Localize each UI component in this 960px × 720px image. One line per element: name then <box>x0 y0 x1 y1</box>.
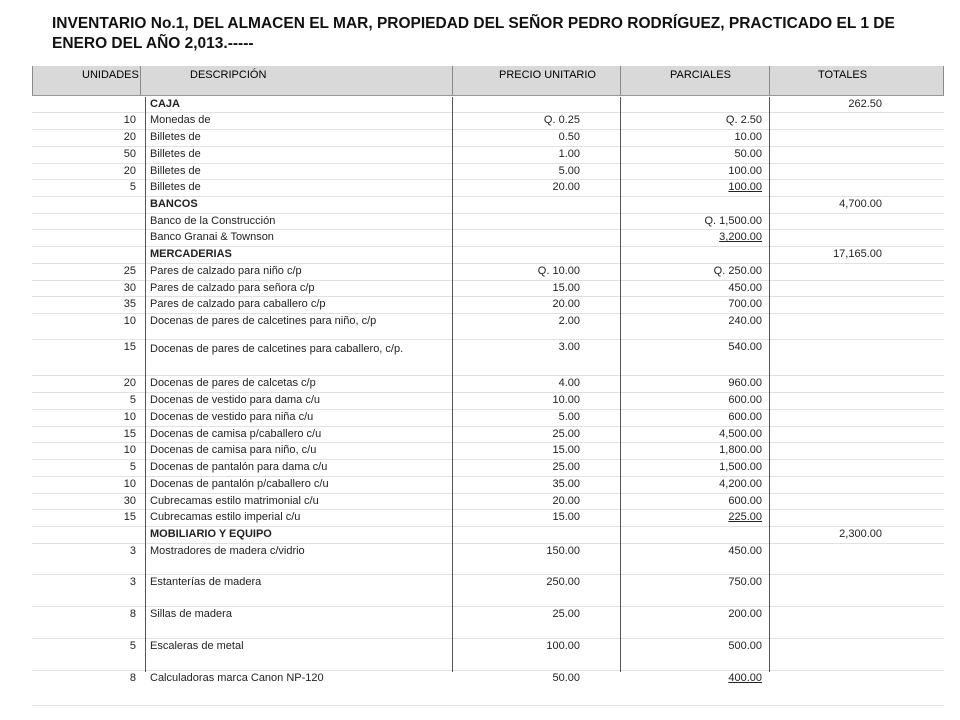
cell-totales: 262.50 <box>848 98 882 110</box>
cell-unidades <box>32 214 136 229</box>
cell-totales <box>772 214 882 229</box>
cell-totales <box>772 164 882 179</box>
table-row <box>32 281 944 297</box>
cell-parciales: 100.00 <box>728 165 762 177</box>
cell-parciales: 4,200.00 <box>719 478 762 490</box>
cell-descripcion: Calculadoras marca Canon NP-120 <box>150 672 324 684</box>
cell-totales <box>772 671 882 686</box>
cell-parciales <box>622 527 762 542</box>
table-row <box>32 164 944 180</box>
cell-totales <box>772 607 882 622</box>
cell-totales <box>772 113 882 128</box>
table-row <box>32 671 944 706</box>
cell-descripcion: Sillas de madera <box>150 608 232 620</box>
cell-totales <box>772 340 882 355</box>
cell-precio: 25.00 <box>552 461 580 473</box>
cell-unidades: 10 <box>123 411 136 423</box>
table-row <box>32 147 944 164</box>
cell-unidades: 5 <box>129 181 136 193</box>
header-divider <box>943 66 944 95</box>
cell-totales <box>772 410 882 425</box>
cell-parciales: Q. 250.00 <box>713 265 762 277</box>
table-row <box>32 214 944 230</box>
table-row <box>32 393 944 410</box>
table-row <box>32 575 944 607</box>
header-totales: TOTALES <box>818 69 868 81</box>
column-divider <box>620 97 621 672</box>
cell-totales <box>772 130 882 145</box>
cell-precio: 15.00 <box>552 511 580 523</box>
cell-totales <box>772 443 882 458</box>
cell-parciales: 450.00 <box>728 545 762 557</box>
cell-precio: 20.00 <box>552 298 580 310</box>
cell-precio: 50.00 <box>552 672 580 684</box>
cell-precio: 15.00 <box>552 444 580 456</box>
table-row <box>32 607 944 639</box>
cell-precio: 0.50 <box>558 131 580 143</box>
cell-precio <box>452 527 580 542</box>
cell-unidades: 8 <box>129 608 136 620</box>
cell-unidades <box>32 230 136 245</box>
cell-unidades: 20 <box>123 131 136 143</box>
cell-descripcion: Cubrecamas estilo matrimonial c/u <box>150 495 319 507</box>
cell-precio: Q. 10.00 <box>537 265 580 277</box>
cell-totales: 2,300.00 <box>839 528 882 540</box>
cell-descripcion: MOBILIARIO Y EQUIPO <box>150 528 272 540</box>
cell-descripcion: Docenas de pares de calcetines para caballero, c/p. <box>150 343 404 355</box>
cell-descripcion: Docenas de pantalón p/caballero c/u <box>150 478 329 490</box>
inventory-table <box>32 66 944 706</box>
cell-parciales: 200.00 <box>728 608 762 620</box>
header-divider <box>32 66 33 95</box>
section-row <box>32 527 944 544</box>
cell-descripcion: MERCADERIAS <box>150 248 232 260</box>
cell-parciales: Q. 1,500.00 <box>704 215 762 227</box>
cell-parciales: 225.00 <box>728 511 762 523</box>
cell-descripcion: BANCOS <box>150 198 198 210</box>
cell-precio: 10.00 <box>552 394 580 406</box>
cell-precio: 100.00 <box>546 640 580 652</box>
table-row <box>32 639 944 671</box>
header-divider <box>140 66 141 95</box>
cell-unidades: 8 <box>129 672 136 684</box>
cell-descripcion: Banco de la Construcción <box>150 215 276 227</box>
table-row <box>32 297 944 314</box>
cell-unidades: 5 <box>129 640 136 652</box>
table-header <box>32 66 944 96</box>
cell-parciales: 400.00 <box>728 672 762 684</box>
cell-totales <box>772 575 882 590</box>
cell-descripcion: Docenas de pares de calcetas c/p <box>150 377 316 389</box>
cell-descripcion: Docenas de pantalón para dama c/u <box>150 461 328 473</box>
cell-unidades: 35 <box>123 298 136 310</box>
table-row <box>32 510 944 527</box>
header-precio-unitario: PRECIO UNITARIO <box>499 69 596 81</box>
cell-parciales: 10.00 <box>734 131 762 143</box>
cell-parciales: 4,500.00 <box>719 428 762 440</box>
header-divider <box>452 66 453 95</box>
cell-parciales: 3,200.00 <box>719 231 762 243</box>
cell-totales <box>772 264 882 279</box>
cell-descripcion: Docenas de camisa para niño, c/u <box>150 444 317 456</box>
cell-totales <box>772 427 882 442</box>
section-row <box>32 197 944 214</box>
cell-precio: 25.00 <box>552 608 580 620</box>
cell-precio: 5.00 <box>558 165 580 177</box>
section-row <box>32 97 944 113</box>
column-divider <box>769 97 770 672</box>
cell-unidades: 3 <box>129 576 136 588</box>
cell-parciales: 50.00 <box>734 148 762 160</box>
cell-parciales <box>622 247 762 262</box>
cell-unidades: 10 <box>123 444 136 456</box>
row-divider <box>32 705 944 706</box>
table-row <box>32 230 944 247</box>
cell-parciales: 240.00 <box>728 315 762 327</box>
cell-descripcion: Billetes de <box>150 148 201 160</box>
cell-totales <box>772 376 882 391</box>
header-descripcion: DESCRIPCIÓN <box>190 69 267 81</box>
cell-unidades: 10 <box>123 114 136 126</box>
cell-totales <box>772 544 882 559</box>
cell-precio: 25.00 <box>552 428 580 440</box>
table-row <box>32 264 944 281</box>
table-row <box>32 427 944 443</box>
cell-precio <box>452 197 580 212</box>
cell-unidades: 10 <box>123 315 136 327</box>
cell-parciales: 600.00 <box>728 411 762 423</box>
cell-descripcion: CAJA <box>150 98 180 110</box>
cell-precio: 3.00 <box>558 341 580 353</box>
cell-descripcion: Escaleras de metal <box>150 640 244 652</box>
table-row <box>32 130 944 147</box>
cell-precio: 4.00 <box>558 377 580 389</box>
cell-unidades: 25 <box>123 265 136 277</box>
cell-descripcion: Billetes de <box>150 181 201 193</box>
table-row <box>32 410 944 427</box>
column-divider <box>145 97 146 672</box>
cell-unidades: 15 <box>123 341 136 353</box>
cell-unidades: 30 <box>123 282 136 294</box>
cell-parciales: 1,500.00 <box>719 461 762 473</box>
header-unidades: UNIDADES <box>82 69 139 81</box>
cell-descripcion: Docenas de vestido para dama c/u <box>150 394 320 406</box>
cell-precio: 150.00 <box>546 545 580 557</box>
cell-unidades: 5 <box>129 394 136 406</box>
cell-totales <box>772 314 882 329</box>
cell-precio: 20.00 <box>552 495 580 507</box>
cell-descripcion: Billetes de <box>150 131 201 143</box>
cell-unidades: 10 <box>123 478 136 490</box>
cell-parciales: 700.00 <box>728 298 762 310</box>
cell-unidades: 15 <box>123 511 136 523</box>
cell-parciales: 500.00 <box>728 640 762 652</box>
table-row <box>32 314 944 340</box>
cell-descripcion: Billetes de <box>150 165 201 177</box>
cell-unidades: 15 <box>123 428 136 440</box>
section-row <box>32 247 944 264</box>
cell-descripcion: Pares de calzado para señora c/p <box>150 282 315 294</box>
table-row <box>32 477 944 494</box>
table-row <box>32 180 944 197</box>
cell-parciales: 1,800.00 <box>719 444 762 456</box>
cell-unidades: 20 <box>123 377 136 389</box>
cell-parciales: 960.00 <box>728 377 762 389</box>
table-row <box>32 494 944 510</box>
cell-totales <box>772 147 882 162</box>
cell-precio <box>452 230 580 245</box>
table-row <box>32 443 944 460</box>
cell-parciales: 750.00 <box>728 576 762 588</box>
cell-totales: 4,700.00 <box>839 198 882 210</box>
cell-totales <box>772 281 882 296</box>
cell-precio: 20.00 <box>552 181 580 193</box>
header-parciales: PARCIALES <box>670 69 731 81</box>
cell-totales <box>772 460 882 475</box>
cell-precio: 1.00 <box>558 148 580 160</box>
cell-precio: 15.00 <box>552 282 580 294</box>
cell-totales <box>772 297 882 312</box>
header-divider <box>620 66 621 95</box>
cell-precio <box>452 97 580 112</box>
cell-precio <box>452 247 580 262</box>
table-row <box>32 460 944 477</box>
header-divider <box>769 66 770 95</box>
cell-parciales <box>622 97 762 112</box>
cell-totales <box>772 494 882 509</box>
cell-precio: 2.00 <box>558 315 580 327</box>
cell-precio: 250.00 <box>546 576 580 588</box>
cell-unidades <box>32 527 136 542</box>
cell-parciales: 600.00 <box>728 394 762 406</box>
cell-descripcion: Mostradores de madera c/vidrio <box>150 545 305 557</box>
cell-precio: 5.00 <box>558 411 580 423</box>
cell-descripcion: Cubrecamas estilo imperial c/u <box>150 511 301 523</box>
cell-parciales <box>622 197 762 212</box>
column-divider <box>452 97 453 672</box>
cell-descripcion: Docenas de camisa p/caballero c/u <box>150 428 322 440</box>
cell-unidades <box>32 247 136 262</box>
cell-descripcion: Banco Granai & Townson <box>150 231 274 243</box>
cell-unidades: 3 <box>129 545 136 557</box>
cell-unidades <box>32 197 136 212</box>
cell-parciales: 540.00 <box>728 341 762 353</box>
cell-descripcion: Pares de calzado para caballero c/p <box>150 298 326 310</box>
cell-totales <box>772 510 882 525</box>
table-row <box>32 544 944 575</box>
cell-parciales: Q. 2.50 <box>725 114 762 126</box>
cell-descripcion: Docenas de vestido para niña c/u <box>150 411 314 423</box>
cell-unidades <box>32 97 136 112</box>
cell-parciales: 100.00 <box>728 181 762 193</box>
table-row <box>32 113 944 130</box>
cell-totales <box>772 230 882 245</box>
cell-totales <box>772 393 882 408</box>
cell-totales <box>772 477 882 492</box>
cell-descripcion: Docenas de pares de calcetines para niño, c/p <box>150 315 377 327</box>
cell-descripcion: Estanterías de madera <box>150 576 262 588</box>
cell-precio: 35.00 <box>552 478 580 490</box>
cell-totales <box>772 180 882 195</box>
page-title: INVENTARIO No.1, DEL ALMACEN EL MAR, PROPIEDAD DEL SEÑOR PEDRO RODRÍGUEZ, PRACTICADO EL 1 DE ENERO DEL AÑO 2,013.----- <box>52 15 895 52</box>
cell-totales: 17,165.00 <box>833 248 882 260</box>
cell-unidades: 30 <box>123 495 136 507</box>
cell-parciales: 450.00 <box>728 282 762 294</box>
cell-totales <box>772 639 882 654</box>
cell-parciales: 600.00 <box>728 495 762 507</box>
cell-precio <box>452 214 580 229</box>
cell-unidades: 20 <box>123 165 136 177</box>
table-row <box>32 376 944 393</box>
table-row <box>32 340 944 376</box>
cell-unidades: 5 <box>129 461 136 473</box>
cell-precio: Q. 0.25 <box>543 114 580 126</box>
cell-unidades: 50 <box>123 148 136 160</box>
cell-descripcion: Monedas de <box>150 114 211 126</box>
cell-descripcion: Pares de calzado para niño c/p <box>150 265 302 277</box>
